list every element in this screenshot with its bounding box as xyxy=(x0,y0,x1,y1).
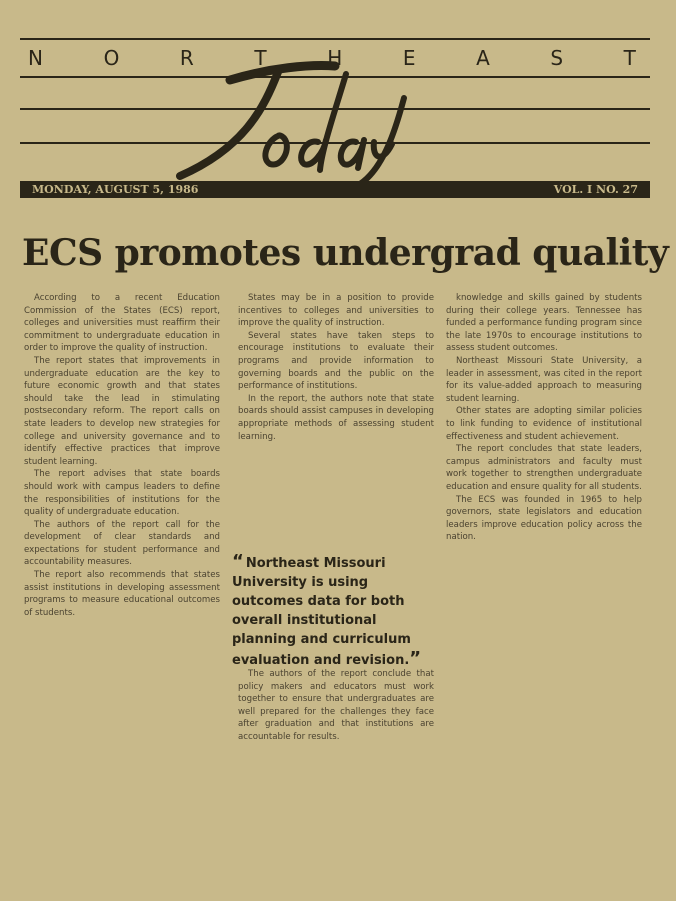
masthead-letter: R xyxy=(179,46,196,70)
article-paragraph: Several states have taken steps to encourage institutions to evaluate their programs and provide information to governing boards and the public on the performance of institutions. xyxy=(238,330,434,392)
masthead-letter: E xyxy=(402,46,418,70)
article-paragraph: Northeast Missouri State University, a leader in assessment, was cited in the report for its value-added approach to measuring student learning. xyxy=(446,355,642,404)
article-paragraph: The authors of the report call for the development of clear standards and expectations for student performance and accountability measures. xyxy=(24,519,220,568)
masthead-letter: T xyxy=(254,46,269,70)
article-paragraph: The authors of the report conclude that policy makers and educators must work together to ensure that undergraduates are well prepared for the challenges they face after graduation and that institutions are accountable for results. xyxy=(238,669,434,742)
pull-quote xyxy=(232,552,438,670)
masthead-letter: T xyxy=(623,46,638,70)
article-paragraph: In the report, the authors note that state boards should assist campuses in developing appropriate methods of assessing student learning. xyxy=(238,393,434,442)
article-paragraph: knowledge and skills gained by students during their college years. Tennessee has funded a performance funding program since the late 1970s to encourage institutions to assess student outcomes. xyxy=(446,293,642,354)
article-paragraph: Other states are adopting similar policies to link funding to evidence of institutional effectiveness and student achievement. xyxy=(446,406,642,442)
article-column-1 xyxy=(24,292,220,619)
article-paragraph: The report also recommends that states assist institutions in developing assessment programs to measure educational outcomes of students. xyxy=(24,570,220,618)
issue-number: VOL. I NO. 27 xyxy=(553,183,638,196)
masthead-top-rule xyxy=(20,38,650,40)
pull-quote-text: Northeast Missouri University is using outcomes data for both overall institutional planning and curriculum evaluation and revision. xyxy=(232,556,411,668)
article-paragraph: States may be in a position to provide incentives to colleges and universities to improve the quality of instruction. xyxy=(238,293,434,329)
dateline-bar xyxy=(20,181,650,198)
headline: ECS promotes undergrad quality xyxy=(22,232,669,274)
article-paragraph: The ECS was founded in 1965 to help governors, state legislators and education leaders improve education policy across the nation. xyxy=(446,494,642,543)
masthead-letter: S xyxy=(550,46,566,70)
article-paragraph: According to a recent Education Commission of the States (ECS) report, colleges and universities must reaffirm their commitment to undergraduate education in order to improve the quality of instruction. xyxy=(24,293,220,354)
issue-date: MONDAY, AUGUST 5, 1986 xyxy=(32,183,199,196)
masthead-letter: A xyxy=(476,46,492,70)
masthead-letter: N xyxy=(28,46,45,70)
today-logo xyxy=(160,58,430,188)
article-paragraph: The report advises that state boards should work with campus leaders to define the responsibilities of institutions for the quality of undergraduate education. xyxy=(24,469,220,518)
article-paragraph: The report states that improvements in undergraduate education are the key to future economic growth and that states should take the lead in stimulating postsecondary reform. The report calls on state leaders to develop new strategies for college and university governance and to identify effective practices that improve student learning. xyxy=(24,355,220,467)
masthead-letter: H xyxy=(327,46,345,70)
article-paragraph: The report concludes that state leaders, campus administrators and faculty must work together to strengthen undergraduate education and ensure quality for all students. xyxy=(446,444,642,492)
pull-quote-open-mark: “ xyxy=(232,551,244,572)
article-column-3 xyxy=(446,292,642,544)
article-column-2-continued xyxy=(238,668,434,744)
masthead-letter: O xyxy=(103,46,122,70)
article-column-2 xyxy=(238,292,434,443)
pull-quote-close-mark: ” xyxy=(409,648,422,669)
